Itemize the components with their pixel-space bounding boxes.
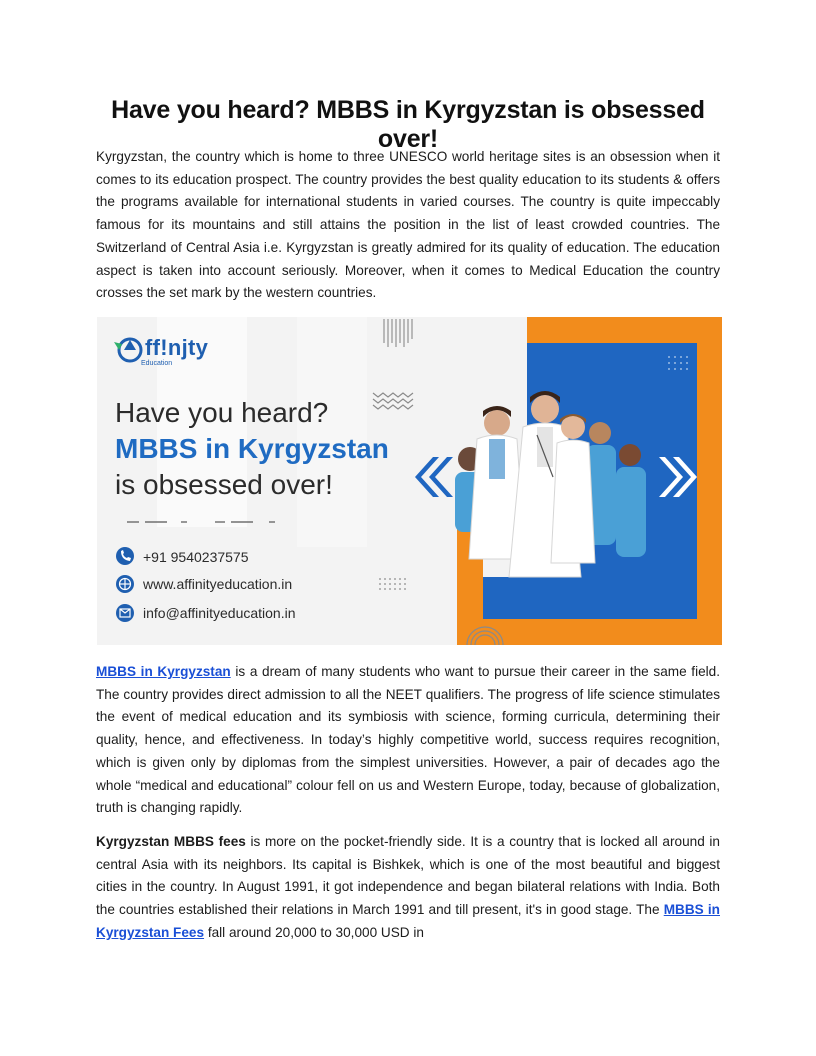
globe-icon (116, 575, 134, 593)
banner-email: info@affinityeducation.in (143, 605, 296, 621)
mbbs-kyrgyzstan-link[interactable]: MBBS in Kyrgyzstan (96, 664, 231, 679)
banner-logo-subtitle: Education (141, 360, 173, 367)
banner-website: www.affinityeducation.in (143, 576, 293, 592)
banner-headline-line3: is obsessed over! (115, 469, 333, 500)
email-icon (116, 604, 134, 622)
paragraph-2-text: is a dream of many students who want to pursue their career in the same field. The country provides direct admission to all the NEET qualifiers. The progress of life science stimulates the event of medical education and its symbiosis with science, forming curricula, determining their quality, hence, and effectiveness. In today’s highly competitive world, success requires recognition, which is given only by diplomas from the simplest universities. However, a pair of decades ago the whole “medical and educational” colour fell on us and Western Europe, today, because of globalization, truth is changing rapidly. (96, 664, 721, 816)
banner-phone: +91 9540237575 (143, 549, 249, 565)
paragraph-2 (96, 661, 720, 820)
banner-logo-text: ff!njty (145, 335, 209, 360)
paragraph-3-text-after: fall around 20,000 to 30,000 USD in (204, 924, 424, 940)
banner-headline-line2: MBBS in Kyrgyzstan (115, 433, 389, 464)
banner-headline-line1: Have you heard? (115, 397, 329, 428)
phone-icon (116, 547, 134, 565)
paragraph-3 (96, 831, 720, 945)
fees-bold-text: Kyrgyzstan MBBS fees (96, 834, 246, 849)
intro-paragraph: Kyrgyzstan, the country which is home to three UNESCO world heritage sites is an obsession when it comes to its education prospect. The country provides the best quality education to its students & offers the programs available for international students in varied courses. The country is quite impeccably famous for its mountains and still attains the position in the list of least crowded countries. The Switzerland of Central Asia i.e. Kyrgyzstan is greatly admired for its quality of education. The education aspect is taken into account seriously. Moreover, when it comes to Medical Education the country crosses the set mark by the western countries. (96, 149, 720, 301)
page-title: Have you heard? MBBS in Kyrgyzstan is obsessed over! (111, 96, 705, 153)
mbbs-kyrgyzstan-fees-link[interactable]: MBBS in Kyrgyzstan Fees (96, 902, 720, 940)
promo-banner (97, 317, 722, 645)
paragraph-3-text-before: is more on the pocket-friendly side. It is a country that is locked all around in central Asia with its neighbors. Its capital is Bishkek, which is one of the most beautiful and biggest cities in the country. In August 1991, it got independence and began bilateral relations with India. Both the countries established their relations in March 1991 and till present, it's in good stage. The (96, 834, 720, 918)
